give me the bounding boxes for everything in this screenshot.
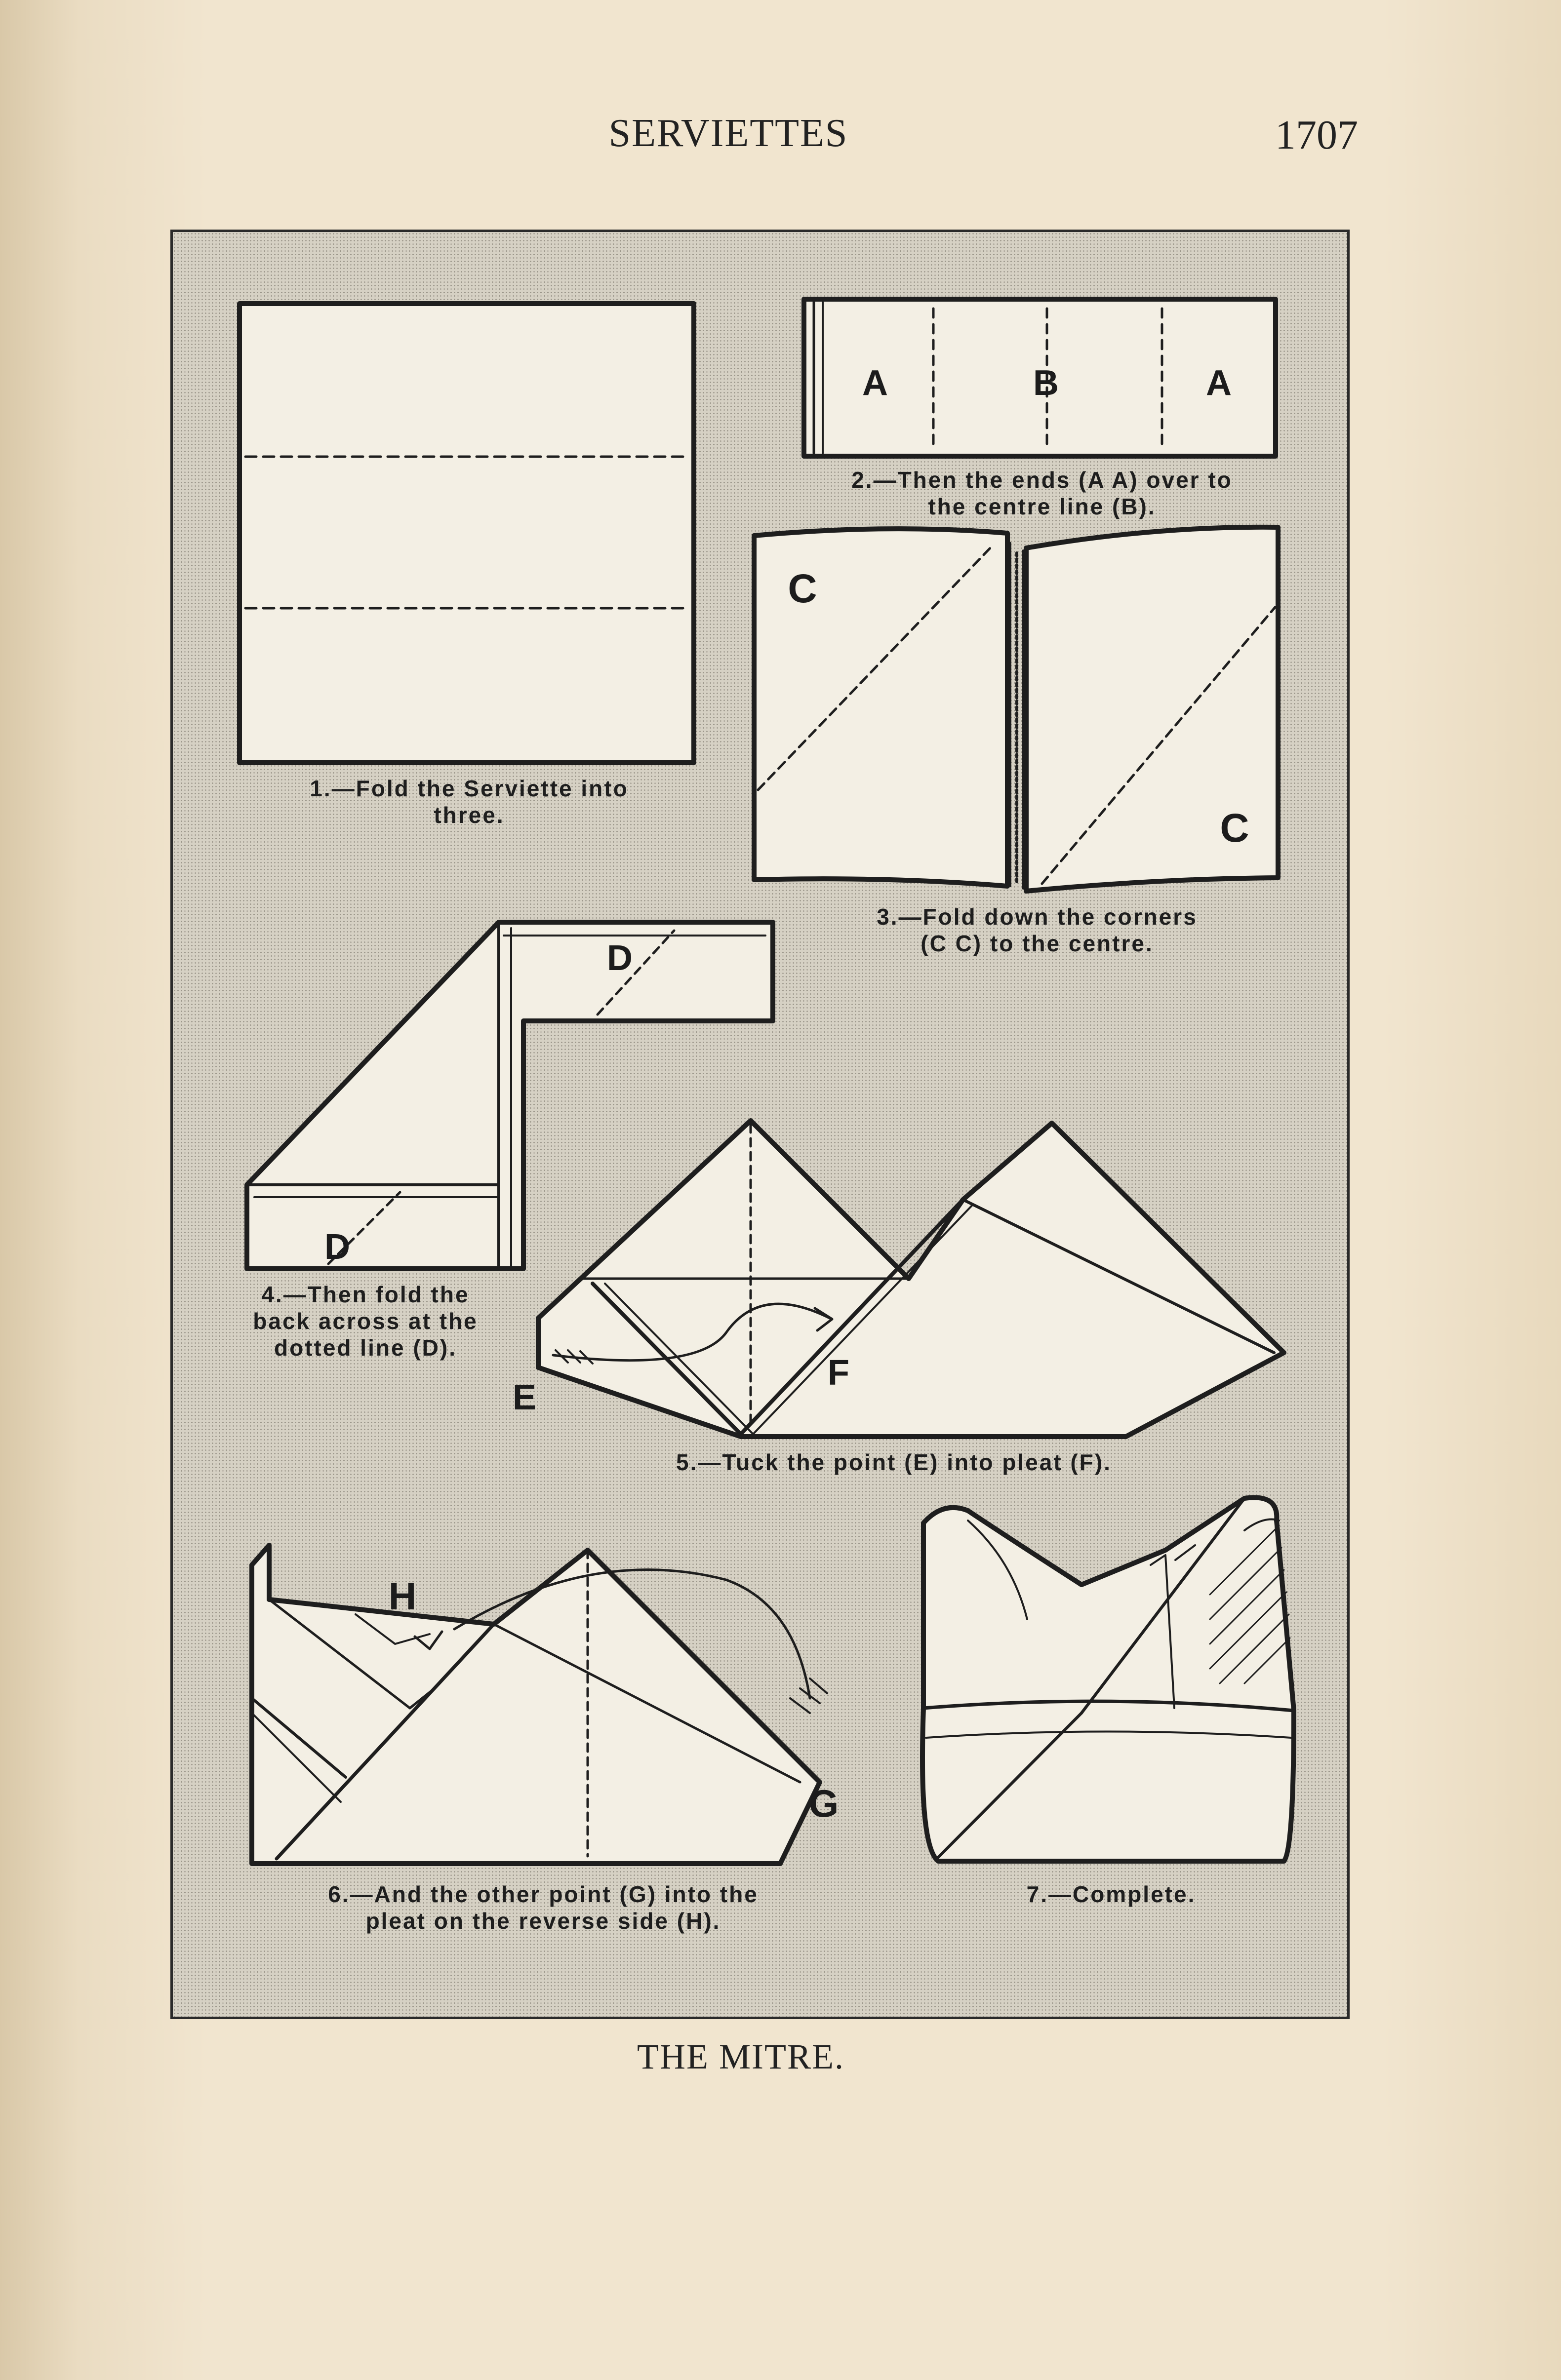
caption-step-7: 7.—Complete. xyxy=(1026,1881,1196,1907)
label-g: G xyxy=(808,1782,839,1825)
label-a-left: A xyxy=(862,363,888,403)
step6-drawing xyxy=(252,1545,827,1864)
step5-drawing xyxy=(538,1121,1284,1437)
page-number: 1707 xyxy=(1275,112,1358,158)
label-d-top: D xyxy=(607,938,633,978)
caption-step-2: 2.—Then the ends (A A) over to the centre line (B). xyxy=(851,467,1233,519)
caption-step-5: 5.—Tuck the point (E) into pleat (F). xyxy=(676,1449,1112,1475)
step3-drawing xyxy=(754,527,1278,891)
label-a-right: A xyxy=(1206,363,1232,403)
step1-drawing xyxy=(240,304,694,763)
step7-drawing xyxy=(922,1497,1294,1861)
caption-step-1: 1.—Fold the Serviette into three. xyxy=(310,776,629,828)
label-c-top: C xyxy=(788,566,817,611)
caption-step-6: 6.—And the other point (G) into the pleat on the reverse side (H). xyxy=(328,1881,759,1934)
figure-title: THE MITRE. xyxy=(637,2037,844,2076)
label-c-bottom: C xyxy=(1220,806,1249,851)
caption-step-3: 3.—Fold down the corners (C C) to the centre. xyxy=(877,904,1198,956)
label-d-bottom: D xyxy=(324,1227,350,1267)
label-e: E xyxy=(512,1378,537,1417)
label-b: B xyxy=(1033,363,1059,403)
label-h: H xyxy=(388,1574,417,1618)
page-header-title: SERVIETTES xyxy=(608,112,848,155)
label-f: F xyxy=(828,1353,849,1393)
caption-step-4: 4.—Then fold the back across at the dotted line (D). xyxy=(253,1282,478,1361)
